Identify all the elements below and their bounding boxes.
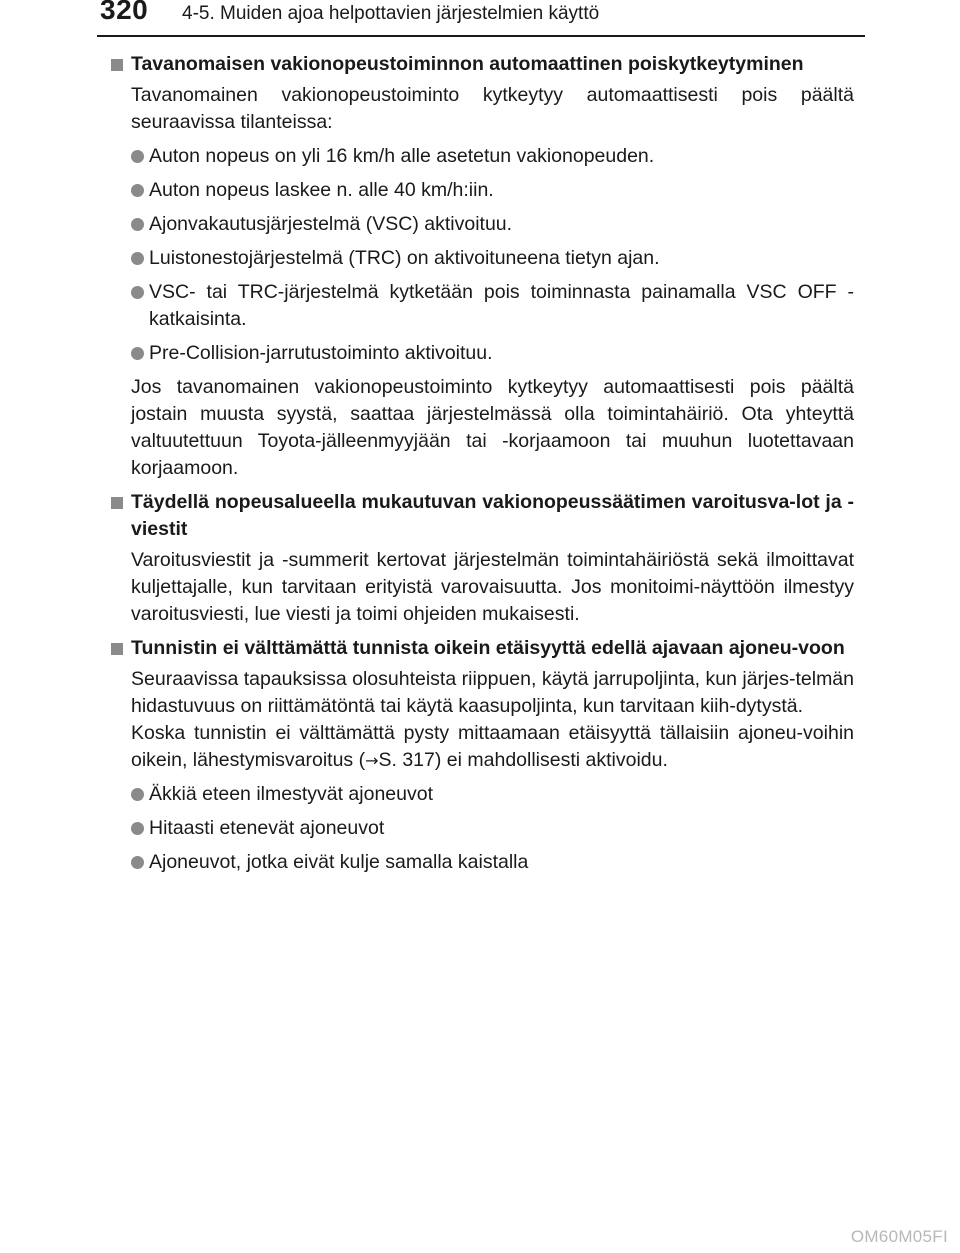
arrow-right-icon: →	[365, 751, 379, 770]
page-reference: S. 317) ei mahdollisesti aktivoidu.	[378, 749, 668, 771]
page-content	[111, 44, 854, 876]
square-bullet-icon	[111, 643, 123, 655]
list-item-text: Pre-Collision-jarrutustoiminto aktivoituu.	[149, 342, 493, 364]
list-item	[131, 815, 854, 842]
round-bullet-icon	[131, 286, 144, 299]
list-item-text: Hitaasti etenevät ajoneuvot	[149, 817, 385, 839]
round-bullet-icon	[131, 150, 144, 163]
list-item	[131, 143, 854, 170]
watermark: OM60M05FI	[850, 1227, 948, 1246]
paragraph: Jos tavanomainen vakionopeustoiminto kytkeytyy automaattisesti pois päältä jostain muusta syystä, saattaa järjestelmässä olla toimintahäiriö. Ota yhteyttä valtuutettuun Toyota-jälleenmyyjään tai -korjaamoon tai muuhun luotettavaan korjaamoon.	[131, 376, 854, 479]
page-header	[0, 0, 960, 40]
list-item	[131, 177, 854, 204]
page-number: 320	[100, 0, 149, 25]
section-heading	[111, 489, 854, 543]
paragraph: Seuraavissa tapauksissa olosuhteista riippuen, käytä jarrupoljinta, kun järjes-telmän hidastuvuus on riittämätöntä tai käytä kaasupoljinta, kun tarvitaan kiih-dytystä.	[131, 668, 854, 717]
paragraph: Tavanomainen vakionopeustoiminto kytkeytyy automaattisesti pois päältä seuraavissa tilanteissa:	[131, 84, 854, 133]
paragraph-text: Koska tunnistin ei välttämättä pysty mittaamaan etäisyyttä tällaisiin ajoneu-voihin oikein, lähestymisvaroitus (	[131, 722, 854, 771]
list-item-text: Auton nopeus laskee n. alle 40 km/h:iin.	[149, 179, 494, 201]
list-item-text: Luistonestojärjestelmä (TRC) on aktivoituneena tietyn ajan.	[149, 247, 660, 269]
round-bullet-icon	[131, 347, 144, 360]
header-divider	[97, 35, 865, 37]
list-item	[131, 340, 854, 367]
list-item-text: Auton nopeus on yli 16 km/h alle asetetun vakionopeuden.	[149, 145, 655, 167]
round-bullet-icon	[131, 252, 144, 265]
round-bullet-icon	[131, 822, 144, 835]
section-title: 4-5. Muiden ajoa helpottavien järjestelmien käyttö	[182, 3, 600, 24]
list-item	[131, 279, 854, 333]
list-item	[131, 849, 854, 876]
square-bullet-icon	[111, 59, 123, 71]
list-item	[131, 781, 854, 808]
list-item-text: Ajoneuvot, jotka eivät kulje samalla kaistalla	[149, 851, 529, 873]
list-item	[131, 245, 854, 272]
section-heading	[111, 51, 854, 78]
section-heading-text: Tavanomaisen vakionopeustoiminnon automaattinen poiskytkeytyminen	[131, 53, 804, 75]
section-heading-text: Tunnistin ei välttämättä tunnista oikein etäisyyttä edellä ajavaan ajoneu-voon	[131, 637, 845, 659]
round-bullet-icon	[131, 788, 144, 801]
section-heading	[111, 635, 854, 662]
list-item-text: Äkkiä eteen ilmestyvät ajoneuvot	[149, 783, 433, 805]
square-bullet-icon	[111, 497, 123, 509]
paragraph: Varoitusviestit ja -summerit kertovat järjestelmän toimintahäiriöstä sekä ilmoittavat kuljettajalle, kun tarvitaan erityistä varovaisuutta. Jos monitoimi-näyttöön ilmestyy varoitusviesti, lue viesti ja toimi ohjeiden mukaisesti.	[131, 549, 854, 625]
round-bullet-icon	[131, 856, 144, 869]
section-heading-text: Täydellä nopeusalueella mukautuvan vakionopeussäätimen varoitusva-lot ja -viestit	[131, 491, 854, 540]
paragraph	[131, 720, 854, 774]
list-item-text: VSC- tai TRC-järjestelmä kytketään pois toiminnasta painamalla VSC OFF -katkaisinta.	[149, 281, 854, 330]
round-bullet-icon	[131, 184, 144, 197]
list-item-text: Ajonvakautusjärjestelmä (VSC) aktivoituu.	[149, 213, 513, 235]
round-bullet-icon	[131, 218, 144, 231]
list-item	[131, 211, 854, 238]
